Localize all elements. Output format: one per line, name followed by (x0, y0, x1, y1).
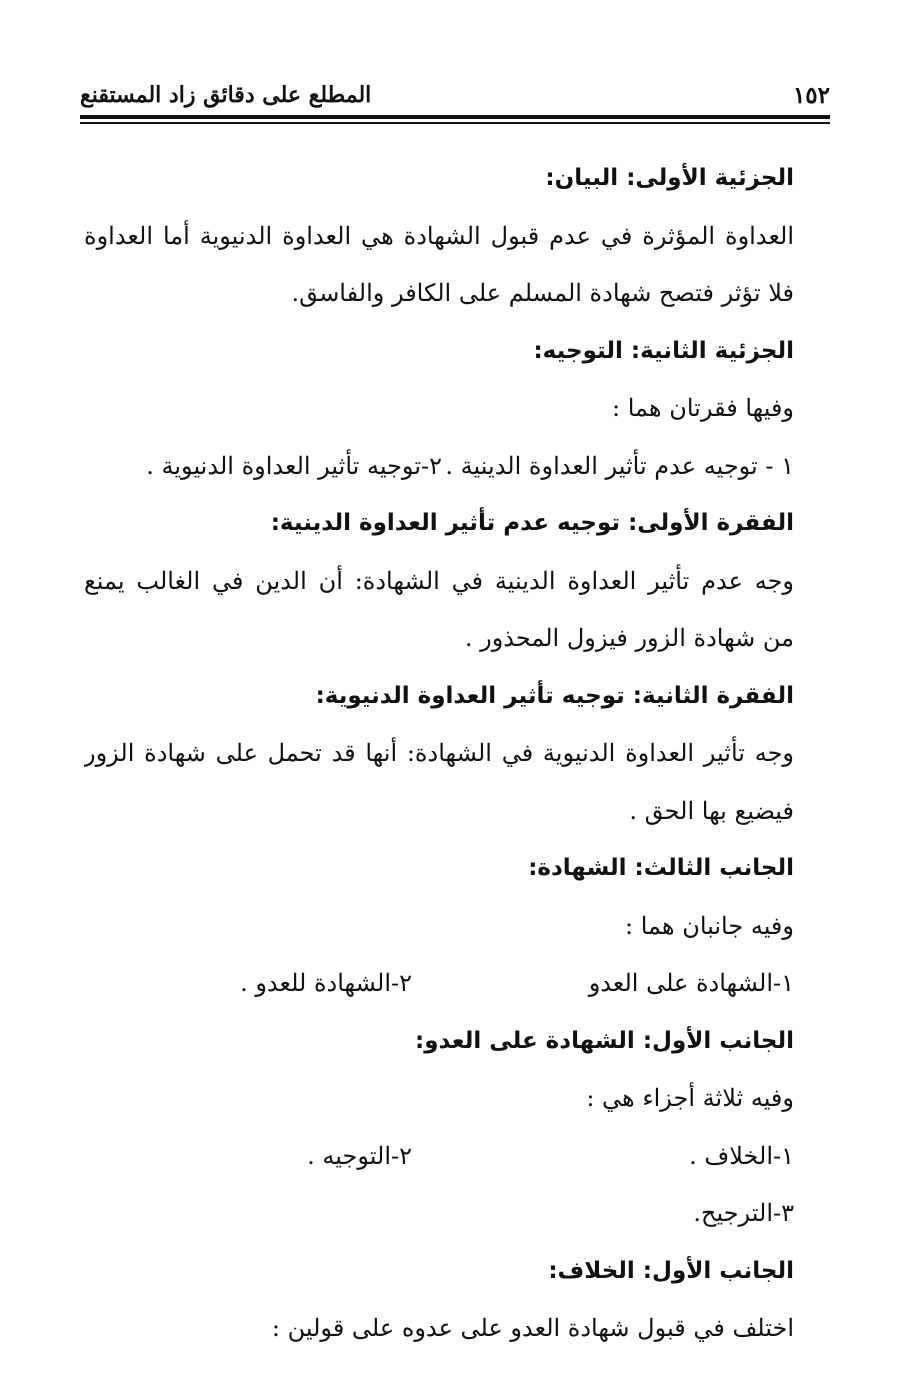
list-item: ٢-توجيه تأثير العداوة الدنيوية . (146, 451, 442, 480)
page-number: ١٥٢ (792, 82, 830, 109)
body-text (84, 150, 794, 1358)
paragraph-line: وفيه جانبان هما : (625, 911, 794, 940)
paragraph-line: وجه تأثير العداوة الدنيوية في الشهادة: أنها قد تحمل على شهادة الزور (84, 739, 794, 767)
subheading-bayan: الجزئية الأولى: البيان: (545, 165, 794, 191)
list-row (84, 1128, 794, 1186)
list-item: ٢-التوجيه . (307, 1141, 412, 1170)
paragraph-line: فيضيع بها الحق . (629, 796, 794, 825)
list-item: ١-الخلاف . (689, 1141, 794, 1170)
paragraph-line: وجه عدم تأثير العداوة الدينية في الشهادة: أن الدين في الغالب يمنع (84, 566, 794, 595)
list-item: ٢-الشهادة للعدو . (240, 969, 412, 997)
paragraph-line: اختلف في قبول شهادة العدو على عدوه على قولين : (271, 1314, 794, 1342)
page-header (80, 82, 830, 112)
paragraph-line: العداوة المؤثرة في عدم قبول الشهادة هي العداوة الدنيوية أما العداوة (84, 221, 794, 250)
subheading-janib-1: الجانب الأول: الشهادة على العدو: (415, 1027, 794, 1054)
paragraph-line: فلا تؤثر فتصح شهادة المسلم على الكافر والفاسق. (291, 279, 794, 307)
subheading-faqra-2: الفقرة الثانية: توجيه تأثير العداوة الدنيوية: (315, 682, 794, 709)
subheading-khilaf: الجانب الأول: الخلاف: (548, 1257, 794, 1284)
list-row (84, 955, 794, 1013)
list-item: ١ - توجيه عدم تأثير العداوة الدينية . (445, 451, 794, 480)
list-item: ١-الشهادة على العدو (588, 969, 794, 997)
subheading-faqra-1: الفقرة الأولى: توجيه عدم تأثير العداوة الدينية: (270, 510, 794, 536)
paragraph-line: من شهادة الزور فيزول المحذور . (464, 624, 794, 652)
paragraph-line: وفيها فقرتان هما : (612, 394, 794, 422)
running-title: المطلع على دقائق زاد المستقنع (80, 82, 372, 108)
list-row (84, 438, 794, 496)
header-rule-thick (80, 115, 830, 119)
subheading-tawjih: الجزئية الثانية: التوجيه: (533, 337, 794, 364)
subheading-janib-3: الجانب الثالث: الشهادة: (528, 855, 794, 881)
paragraph-line: وفيه ثلاثة أجزاء هي : (586, 1084, 794, 1112)
list-item: ٣-الترجيح. (693, 1199, 794, 1227)
header-rule-thin (80, 122, 830, 124)
